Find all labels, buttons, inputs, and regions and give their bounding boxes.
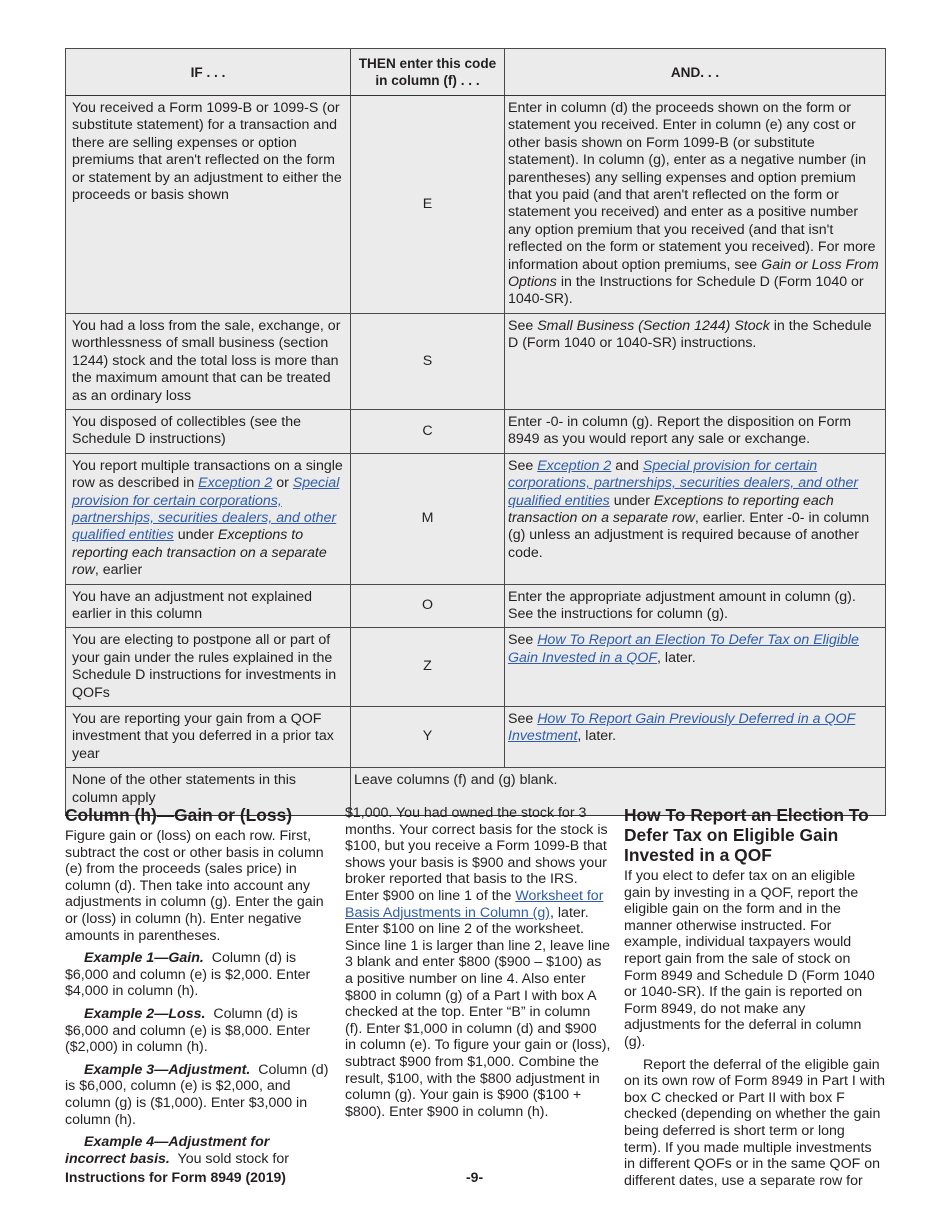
example-3: Example 3—Adjustment. Column (d) is $6,000, column (e) is $2,000, and column (g) is ($1,000). Enter $3,000 in column (h). [65,1061,329,1128]
qof-deferred-gain-link[interactable]: How To Report Gain Previously Deferred in a QOF Investment [508,711,856,745]
page-number: -9- [466,1169,484,1185]
if-cell: You have an adjustment not explained earlier in this column [66,584,351,628]
if-cell: You are electing to postpone all or part of your gain under the rules explained in the Schedule D instructions for investments in QOFs [66,628,351,707]
header-then: THEN enter this code in column (f) . . . [351,49,505,96]
qof-para-2: Report the deferral of the eligible gain on its own row of Form 8949 in Part I with box C checked or Part II with box F checked (depending on whether the gain being deferred is short term or long term). If you made multiple investments in different QOFs or in the same QOF on different dates, use a separate row for [624,1056,886,1189]
column-h-heading: Column (h)—Gain or (Loss) [65,805,293,825]
code-cell: Z [351,628,505,707]
merged-cell: Leave columns (f) and (g) blank. [351,768,886,816]
and-cell: See How To Report an Election To Defer Tax on Eligible Gain Invested in a QOF, later. [505,628,886,707]
example-2: Example 2—Loss. Column (d) is $6,000 and column (e) is $8,000. Enter ($2,000) in column (h). [65,1005,311,1056]
header-if: IF . . . [66,49,351,96]
special-provision-link[interactable]: Special provision for certain corporations, partnerships, securities dealers, and other qualified entities [508,457,859,509]
qof-para-1: If you elect to defer tax on an eligible gain by investing in a QOF, report the eligible gain on the form and in the manner otherwise instructed. For example, individual taxpayers would report gain from the sale of stock on Form 8949 and Schedule D (Form 1040 or 1040-SR). If the gain is reported on Form 8949, do not make any adjustments for the deferral in column (g). [624,868,875,1050]
code-cell: E [351,96,505,314]
exception-2-link[interactable]: Exception 2 [198,475,273,492]
exception-2-link[interactable]: Exception 2 [537,457,612,474]
if-cell: None of the other statements in this column apply [66,768,351,816]
and-cell: See Exception 2 and Special provision for certain corporations, partnerships, securities dealers, and other qualified entities under Exceptions to reporting each transaction on a separate row, earlier. Enter -0- in column (g) unless an adjustment is required because of another code. [505,453,886,584]
table-row [66,409,886,453]
if-cell: You disposed of collectibles (see the Schedule D instructions) [66,409,351,453]
table-row [66,707,886,768]
and-cell: Enter the appropriate adjustment amount in column (g). See the instructions for column (g). [505,584,886,628]
example-1: Example 1—Gain. Column (d) is $6,000 and column (e) is $2,000. Enter $4,000 in column (h). [65,950,311,1000]
if-cell: You report multiple transactions on a single row as described in Exception 2 or Special provision for certain corporations, partnerships, securities dealers, and other qualified entities under Exceptions to reporting each transaction on a separate row, earlier [66,453,351,584]
example-4-continued: $1,000. You had owned the stock for 3 months. Your correct basis for the stock is $100, but you receive a Form 1099-B that shows your basis is $900 and shows your broker reported that basis to the IRS. Enter $900 on line 1 of the Worksheet for Basis Adjustments in Column (g), later. Enter $100 on line 2 of the worksheet. Since line 1 is larger than line 2, leave line 3 blank and enter $800 ($900 – $100) as a positive number on line 4. Also enter $800 in column (g) of a Part I with box A checked at the top. Enter “B” in column (f). Enter $1,000 in column (d) and $900 in column (e). To figure your gain or (loss), subtract $900 from $1,000. Combine the result, $100, with the $800 adjustment in column (g). Your gain is $900 ($100 + $800). Enter $900 in column (h). [345,805,611,1120]
and-cell: Enter in column (d) the proceeds shown on the form or statement you received. Enter in column (e) any cost or other basis shown on Form 1099-B (or substitute statement). In column (g), enter as a negative number (in parentheses) any selling expenses and option premium that you paid (and that aren't reflected on the form or statement you received) and enter as a positive number any option premium that you received (and that isn't reflected on the form or statement you received). For more information about option premiums, see Gain or Loss From Options in the Instructions for Schedule D (Form 1040 or 1040-SR). [505,96,886,314]
code-cell: C [351,409,505,453]
column-1 [65,805,331,1173]
adjustment-codes-table [65,48,886,816]
worksheet-link[interactable]: Worksheet for Basis Adjustments in Column (g) [345,887,604,921]
table-row [66,96,886,314]
if-cell: You had a loss from the sale, exchange, or worthlessness of small business (section 1244) stock and the total loss is more than the maximum amount that can be treated as an ordinary loss [66,313,351,409]
code-cell: Y [351,707,505,768]
table-row [66,584,886,628]
and-cell: See How To Report Gain Previously Deferred in a QOF Investment, later. [505,707,886,768]
column-h-intro: Figure gain or (loss) on each row. First, subtract the cost or other basis in column (e) from the proceeds (sales price) in column (d). Then take into account any adjustments in column (g). Enter the gain or (loss) in column (h). Enter negative amounts in parentheses. [65,828,324,944]
code-cell: S [351,313,505,409]
column-2 [345,805,611,1126]
example-4: Example 4—Adjustment for incorrect basis. You sold stock for [65,1134,289,1167]
if-cell: You are reporting your gain from a QOF investment that you deferred in a prior tax year [66,707,351,768]
if-cell: You received a Form 1099-B or 1099-S (or substitute statement) for a transaction and there are selling expenses or option premiums that aren't reflected on the form or statement by an adjustment to either the proceeds or basis shown [66,96,351,314]
code-cell: O [351,584,505,628]
qof-election-link[interactable]: How To Report an Election To Defer Tax on Eligible Gain Invested in a QOF [508,632,859,666]
and-cell: See Small Business (Section 1244) Stock in the Schedule D (Form 1040 or 1040-SR) instructions. [505,313,886,409]
column-3 [624,805,885,1195]
code-cell: M [351,453,505,584]
table-row [66,628,886,707]
table-row [66,313,886,409]
table-row [66,453,886,584]
qof-heading: How To Report an Election To Defer Tax on Eligible Gain Invested in a QOF [624,805,869,865]
and-cell: Enter -0- in column (g). Report the disposition on Form 8949 as you would report any sale or exchange. [505,409,886,453]
special-provision-link[interactable]: Special provision for certain corporations, partnerships, securities dealers, and other qualified entities [72,475,340,544]
page [65,48,885,816]
footer-title: Instructions for Form 8949 (2019) [65,1169,286,1185]
header-and: AND. . . [505,49,886,96]
table-header-row [66,49,886,96]
